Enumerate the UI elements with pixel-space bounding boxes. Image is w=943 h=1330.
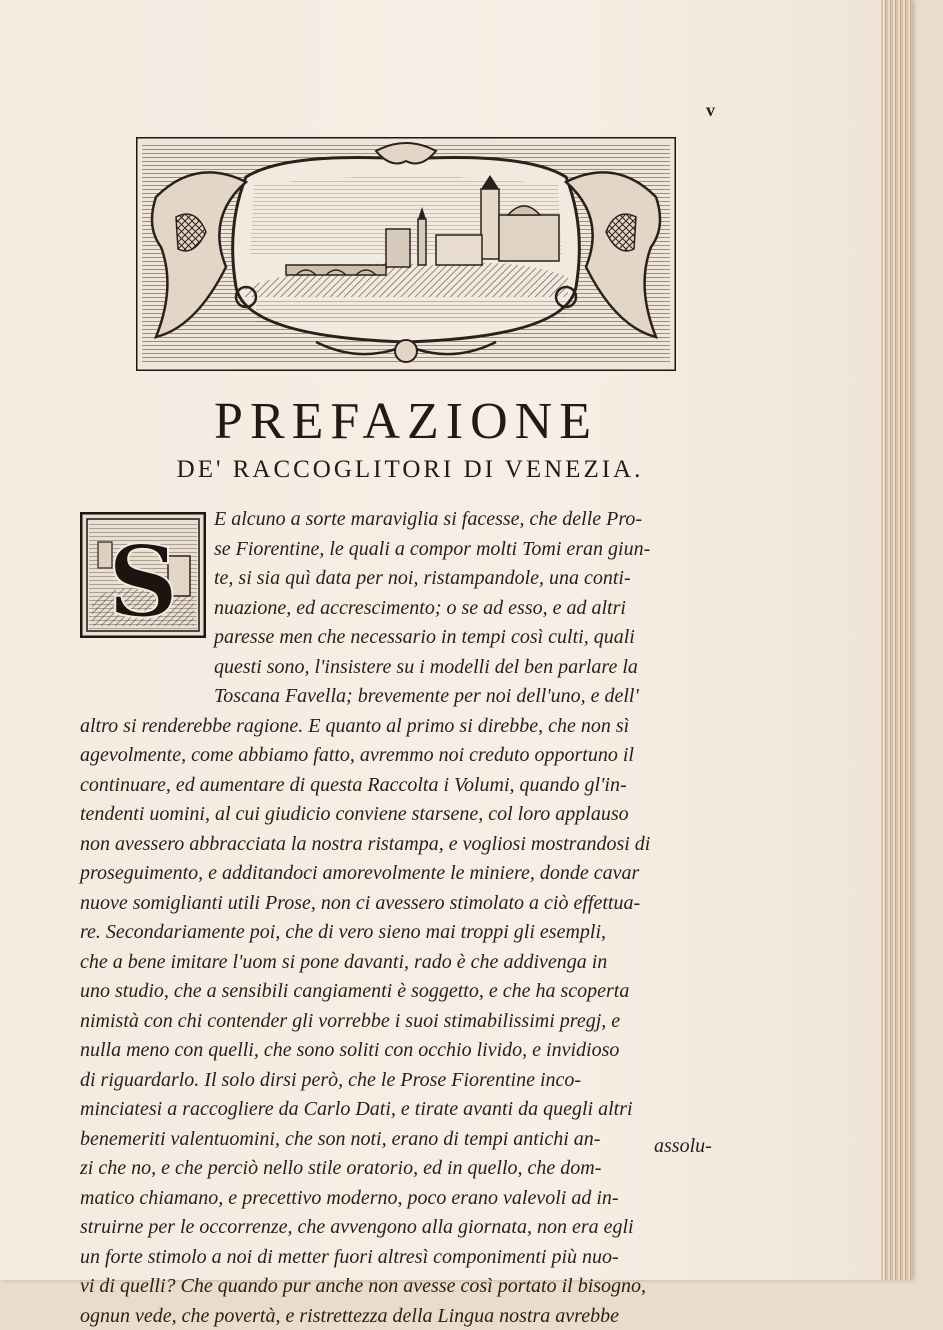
text-line: vi di quelli? Che quando pur anche non avesse così portato il bisogno,	[80, 1275, 647, 1297]
text-line: non avessero abbracciata la nostra ristampa, e vogliosi mostrandosi di	[80, 832, 651, 855]
text-line: paresse men che necessario in tempi così culti, quali	[214, 626, 635, 648]
text-line: continuare, ed aumentare di questa Raccolta i Volumi, quando gl'in-	[80, 773, 627, 796]
page-subtitle: DE' RACCOGLITORI DI VENEZIA.	[176, 456, 644, 483]
text-line: questi sono, l'insistere su i modelli del ben parlare la	[214, 655, 638, 678]
text-line: benemeriti valentuomini, che son noti, erano di tempi antichi an-	[80, 1127, 601, 1150]
text-line: se Fiorentine, le quali a compor molti Tomi eran giun-	[214, 537, 651, 560]
engraved-headpiece-illustration	[136, 137, 676, 371]
text-line: zi che no, e che perciò nello stile oratorio, ed in quello, che dom-	[80, 1157, 602, 1179]
text-line: struirne per le occorrenze, che avvengono alla giornata, non era egli	[80, 1216, 634, 1238]
text-line: minciatesi a raccogliere da Carlo Dati, e tirate avanti da quegli altri	[80, 1098, 633, 1120]
text-line: che a bene imitare l'uom si pone davanti, rado è che addivenga in	[80, 950, 608, 973]
text-line: un forte stimolo a noi di metter fuori altresì componimenti più nuo-	[80, 1245, 619, 1268]
page-title: PREFAZIONE	[214, 393, 598, 450]
text-line: re. Secondariamente poi, che di vero sieno mai troppi gli esempli,	[80, 921, 607, 943]
text-line: te, si sia quì data per noi, ristampandole, una conti-	[214, 567, 631, 589]
text-line: uno studio, che a sensibili cangiamenti è soggetto, e che ha scoperta	[80, 980, 630, 1002]
page-edges	[881, 0, 912, 1280]
catchword: assolu-	[654, 1135, 712, 1157]
page-number: v	[706, 100, 715, 120]
text-line: nulla meno con quelli, che sono soliti con occhio livido, e invidioso	[80, 1039, 620, 1061]
text-line: nimistà con chi contender gli vorrebbe i suoi stimabilissimi pregj, e	[80, 1009, 621, 1032]
text-line: tendenti uomini, al cui giudicio conviene starsene, col loro applauso	[80, 803, 629, 825]
text-line: di riguardarlo. Il solo dirsi però, che le Prose Fiorentine inco-	[80, 1068, 582, 1091]
text-line: nuazione, ed accrescimento; o se ad esso, e ad altri	[214, 596, 626, 619]
text-line: matico chiamano, e precettivo moderno, poco erano valevoli ad in-	[80, 1186, 619, 1209]
text-line: Toscana Favella; brevemente per noi dell'uno, e dell'	[214, 685, 639, 707]
dropcap-letter: S	[107, 525, 179, 638]
text-line: proseguimento, e additandoci amorevolmente le miniere, donde cavar	[80, 862, 640, 884]
text-line: E alcuno a sorte maraviglia si facesse, che delle Pro-	[214, 508, 643, 530]
text-line: agevolmente, come abbiamo fatto, avremmo noi creduto opportuno il	[80, 744, 634, 766]
text-line: nuove somiglianti utili Prose, non ci avessero stimolato a ciò effettua-	[80, 891, 641, 914]
text-line: ognun vede, che povertà, e ristrettezza della Lingua nostra avrebbe	[80, 1304, 619, 1327]
decorated-initial-s	[80, 512, 206, 638]
text-line: altro si renderebbe ragione. E quanto al primo si direbbe, che non sì	[80, 714, 630, 737]
